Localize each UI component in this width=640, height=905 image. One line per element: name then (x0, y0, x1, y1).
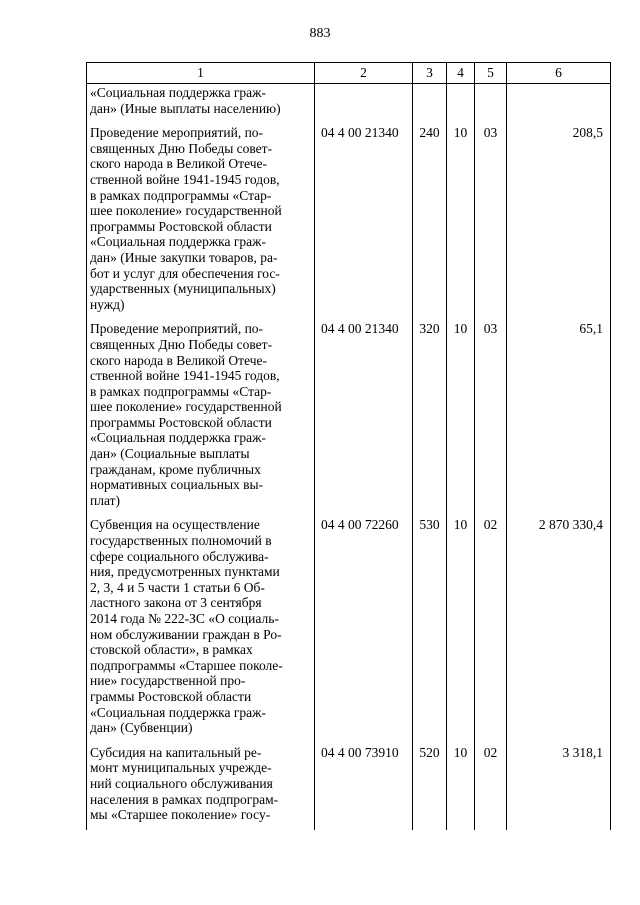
header-col-5: 5 (475, 63, 507, 84)
header-col-4: 4 (447, 63, 475, 84)
row-code: 04 4 00 21340 (315, 123, 413, 319)
row-code (315, 84, 413, 124)
row-expense-type: 240 (413, 123, 447, 319)
table-row (87, 84, 611, 124)
row-expense-type: 530 (413, 515, 447, 742)
table-row (87, 123, 611, 319)
row-description: «Социальная поддержка граж- дан» (Иные выплаты населению) (87, 84, 315, 124)
row-section: 10 (447, 319, 475, 515)
row-description: Проведение мероприятий, по- священных Дню Победы совет- ского народа в Великой Отече- ственной войне 1941-1945 годов, в рамках подпрограммы «Стар- шее поколение» государственной программы Ростовской области «Социальная поддержка граж- дан» (Иные закупки товаров, ра- бот и услуг для обеспечения гос- ударственных (муниципальных) нужд) (87, 123, 315, 319)
row-section: 10 (447, 743, 475, 830)
row-subsection: 02 (475, 743, 507, 830)
table-header-row (87, 63, 611, 84)
row-description: Субвенция на осуществление государственных полномочий в сфере социального обслужива- ния, предусмотренных пунктами 2, 3, 4 и 5 части 1 статьи 6 Об- ластного закона от 3 сентября 2014 года № 222-ЗС «О социаль- ном обслуживании граждан в Ро- стовской области», в рамках подпрограммы «Старшее поколе- ние» государственной про- граммы Ростовской области «Социальная поддержка граж- дан» (Субвенции) (87, 515, 315, 742)
row-expense-type (413, 84, 447, 124)
row-expense-type: 320 (413, 319, 447, 515)
header-col-3: 3 (413, 63, 447, 84)
header-col-2: 2 (315, 63, 413, 84)
row-subsection: 02 (475, 515, 507, 742)
row-description: Проведение мероприятий, по- священных Дню Победы совет- ского народа в Великой Отече- ственной войне 1941-1945 годов, в рамках подпрограммы «Стар- шее поколение» государственной программы Ростовской области «Социальная поддержка граж- дан» (Социальные выплаты гражданам, кроме публичных нормативных социальных вы- плат) (87, 319, 315, 515)
row-section (447, 84, 475, 124)
row-subsection: 03 (475, 319, 507, 515)
row-section: 10 (447, 515, 475, 742)
row-amount: 3 318,1 (507, 743, 611, 830)
header-col-1: 1 (87, 63, 315, 84)
row-code: 04 4 00 72260 (315, 515, 413, 742)
page-number: 883 (309, 26, 331, 41)
row-amount: 65,1 (507, 319, 611, 515)
row-code: 04 4 00 21340 (315, 319, 413, 515)
row-subsection: 03 (475, 123, 507, 319)
row-amount (507, 84, 611, 124)
row-amount: 208,5 (507, 123, 611, 319)
row-expense-type: 520 (413, 743, 447, 830)
table-row (87, 515, 611, 742)
row-amount: 2 870 330,4 (507, 515, 611, 742)
table-row (87, 319, 611, 515)
row-description: Субсидия на капитальный ре- монт муниципальных учрежде- ний социального обслуживания населения в рамках подпрограм- мы «Старшее поколение» госу- (87, 743, 315, 830)
row-code: 04 4 00 73910 (315, 743, 413, 830)
budget-table (86, 62, 611, 830)
table-row (87, 743, 611, 830)
row-section: 10 (447, 123, 475, 319)
header-col-6: 6 (507, 63, 611, 84)
row-subsection (475, 84, 507, 124)
